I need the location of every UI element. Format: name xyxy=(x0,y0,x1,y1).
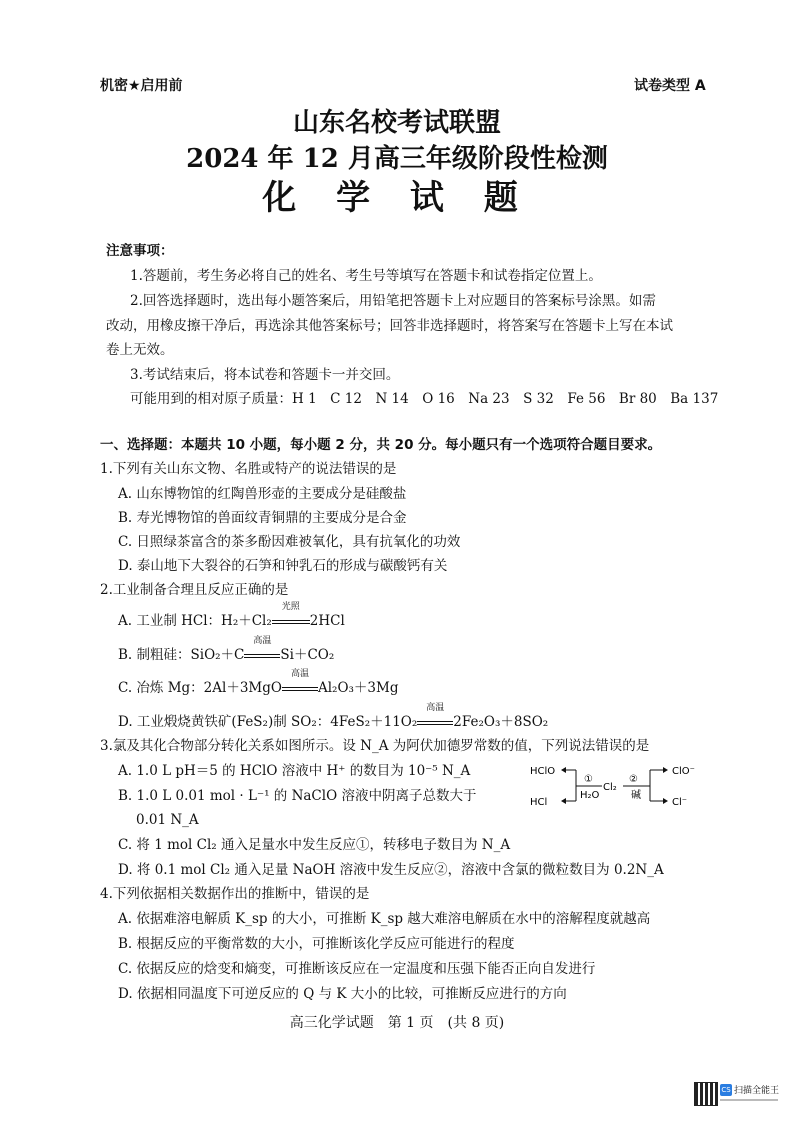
q4-option-d: D. 依据相同温度下可逆反应的 Q 与 K 大小的比较，可推断反应进行的方向 xyxy=(118,986,567,1002)
chlorine-conversion-diagram xyxy=(528,760,718,812)
subject-title: 化 学 试 题 xyxy=(262,178,532,218)
reaction-2-label: ② xyxy=(629,774,638,785)
scanner-watermark xyxy=(694,1080,784,1110)
q2-option-b xyxy=(118,636,335,664)
confidential-label: 机密★启用前 xyxy=(100,78,183,94)
q2-d-products: 2Fe₂O₃＋8SO₂ xyxy=(453,714,549,730)
hclo-label: HClO xyxy=(530,766,556,777)
q2-option-c xyxy=(118,669,399,697)
notice-item-2: 2.回答选择题时，选出每小题答案后，用铅笔把答题卡上对应题目的答案标号涂黑。如需 xyxy=(130,293,656,309)
paper-type-label: 试卷类型 A xyxy=(634,78,706,94)
q2-d-arrow xyxy=(417,703,453,731)
q4-option-a: A. 依据难溶电解质 K_sp 的大小，可推断 K_sp 越大难溶电解质在水中的溶解程度就越高 xyxy=(118,911,651,927)
notice-heading: 注意事项： xyxy=(106,243,174,259)
camscanner-badge: CS xyxy=(721,1086,731,1094)
q2-option-d xyxy=(118,703,549,731)
q2-a-arrow xyxy=(272,602,310,630)
hcl-label: HCl xyxy=(530,797,548,808)
q1-option-b: B. 寿光博物馆的兽面纹青铜鼎的主要成分是合金 xyxy=(118,510,407,526)
clo-ion-label: ClO⁻ xyxy=(672,766,695,777)
q2-option-a xyxy=(118,602,345,630)
q2-c-products: Al₂O₃＋3Mg xyxy=(317,680,399,696)
exam-org-title: 山东名校考试联盟 xyxy=(292,108,501,138)
q2-b-condition: 高温 xyxy=(253,636,272,646)
q2-b-products: Si＋CO₂ xyxy=(280,647,335,663)
q2-d-reactants: D. 工业煅烧黄铁矿(FeS₂)制 SO₂：4FeS₂＋11O₂ xyxy=(118,714,418,730)
q2-b-reactants: B. 制粗硅：SiO₂＋C xyxy=(118,647,245,663)
q2-d-condition: 高温 xyxy=(426,703,445,713)
cl-ion-label: Cl⁻ xyxy=(672,797,688,808)
q3-option-b-cont: 0.01 N_A xyxy=(136,812,199,828)
notice-item-1: 1.答题前，考生务必将自己的姓名、考生号等填写在答题卡和试卷指定位置上。 xyxy=(130,268,602,284)
q2-c-reactants: C. 冶炼 Mg：2Al＋3MgO xyxy=(118,680,282,696)
page-footer: 高三化学试题 第 1 页 (共 8 页) xyxy=(289,1015,505,1031)
q3-option-c: C. 将 1 mol Cl₂ 通入足量水中发生反应①，转移电子数目为 N_A xyxy=(118,837,511,853)
h2o-label: H₂O xyxy=(580,790,600,801)
notice-item-2-cont: 改动，用橡皮擦干净后，再选涂其他答案标号；回答非选择题时，将答案写在答题卡上写在本试 xyxy=(106,318,673,334)
section-heading: 一、选择题：本题共 10 小题，每小题 2 分，共 20 分。每小题只有一个选项符合题目要求。 xyxy=(100,437,662,453)
q3-option-d: D. 将 0.1 mol Cl₂ 通入足量 NaOH 溶液中发生反应②，溶液中含氯的微粒数目为 0.2N_A xyxy=(118,862,664,878)
exam-date-title: 2024 年 12 月高三年级阶段性检测 xyxy=(186,144,608,174)
base-label: 碱 xyxy=(631,790,641,801)
q2-a-products: 2HCl xyxy=(309,613,345,629)
notice-item-2-cont2: 卷上无效。 xyxy=(106,342,174,358)
q1-option-d: D. 泰山地下大裂谷的石笋和钟乳石的形成与碳酸钙有关 xyxy=(118,558,448,574)
q4-option-c: C. 依据反应的焓变和熵变，可推断该反应在一定温度和压强下能否正向自发进行 xyxy=(118,961,596,977)
q2-stem: 2.工业制备合理且反应正确的是 xyxy=(100,582,289,598)
q1-stem: 1.下列有关山东文物、名胜或特产的说法错误的是 xyxy=(100,461,397,477)
q4-option-b: B. 根据反应的平衡常数的大小，可推断该化学反应可能进行的程度 xyxy=(118,936,515,952)
q2-b-arrow xyxy=(244,636,280,664)
q2-a-reactants: A. 工业制 HCl：H₂＋Cl₂ xyxy=(118,613,272,629)
q3-option-b: B. 1.0 L 0.01 mol · L⁻¹ 的 NaClO 溶液中阴离子总数大于 xyxy=(118,788,477,804)
q2-c-condition: 高温 xyxy=(290,669,309,679)
reaction-1-label: ① xyxy=(584,774,593,785)
notice-item-3: 3.考试结束后，将本试卷和答题卡一并交回。 xyxy=(130,367,400,383)
q3-option-a: A. 1.0 L pH＝5 的 HClO 溶液中 H⁺ 的数目为 10⁻⁵ N_A xyxy=(118,763,471,779)
q2-c-arrow xyxy=(282,669,318,697)
watermark-text: 扫描全能王 xyxy=(734,1086,780,1096)
qr-code-icon xyxy=(694,1082,718,1106)
q4-stem: 4.下列依据相关数据作出的推断中，错误的是 xyxy=(100,886,370,902)
q3-stem: 3.氯及其化合物部分转化关系如图所示。设 N_A 为阿伏加德罗常数的值，下列说法错误的是 xyxy=(100,738,650,754)
q1-option-c: C. 日照绿茶富含的茶多酚因难被氧化，具有抗氧化的功效 xyxy=(118,534,461,550)
q1-option-a: A. 山东博物馆的红陶兽形壶的主要成分是硅酸盐 xyxy=(118,486,407,502)
atomic-masses: 可能用到的相对原子质量：H 1 C 12 N 14 O 16 Na 23 S 32 Fe 56 Br 80 Ba 137 xyxy=(130,391,719,407)
cl2-label: Cl₂ xyxy=(603,782,617,793)
q2-a-condition: 光照 xyxy=(281,602,300,612)
